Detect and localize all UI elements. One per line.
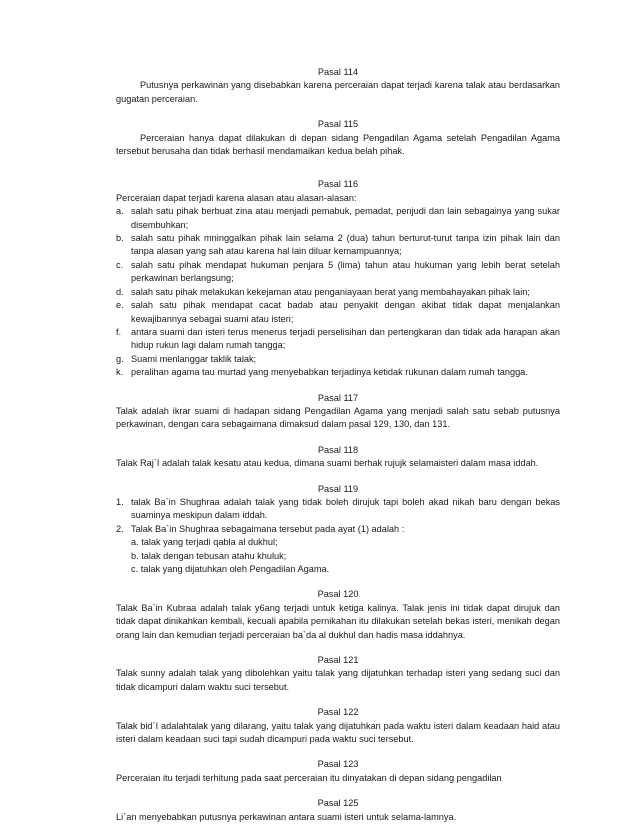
list-item xyxy=(116,205,560,232)
list-text: salah satu pihak melakukan kekejaman atau penganiayaan berat yang membahayakan pihak lain; xyxy=(131,286,530,297)
pasal-122 xyxy=(116,706,560,746)
pasal-123 xyxy=(116,758,560,785)
list-item xyxy=(116,353,560,366)
pasal-title: Pasal 121 xyxy=(317,655,359,666)
pasal-119 xyxy=(116,483,560,577)
pasal-text: Perceraian itu terjadi terhitung pada saat perceraian itu dinyatakan di depan sidang pengadilan xyxy=(116,772,502,783)
pasal-text: Li`an menyebabkan putusnya perkawinan antara suami isteri untuk selama-lamnya. xyxy=(116,811,457,822)
list-text: antara suami dan isteri terus menerus terjadi perselisihan dan pertengkaran dan tidak ada harapan akan hidup rukun lagi dalam rumah tangga; xyxy=(131,326,560,351)
pasal-text: Putusnya perkawinan yang disebabkan karena perceraian dapat terjadi karena talak atau berdasarkan gugatan perceraian. xyxy=(116,80,560,104)
pasal-116 xyxy=(116,178,560,379)
list-text: salah satu pihak mninggalkan pihak lain selama 2 (dua) tahun berturut-turut tanpa izin pihak lain dan tanpa alasan yang sah atau karena hal lain diluar kemampuannya; xyxy=(131,233,560,257)
list-label: a. xyxy=(116,206,124,217)
list-label: g. xyxy=(116,353,124,364)
list-item xyxy=(116,496,560,523)
list-text: peralihan agama tau murtad yang menyebabkan terjadinya ketidak rukunan dalam rumah tangga. xyxy=(131,367,528,378)
pasal-title: Pasal 115 xyxy=(317,119,359,130)
pasal-title: Pasal 125 xyxy=(317,798,359,809)
pasal-120 xyxy=(116,588,560,642)
pasal-125 xyxy=(116,797,560,824)
pasal-text: Talak bid`I adalahtalak yang dilarang, yaitu talak yang dijatuhkan pada waktu isteri dalam keadaan haid atau isteri dalam keadaan suci tapi sudah dicampuri pada waktu suci tersebut. xyxy=(116,720,560,745)
list-item xyxy=(116,259,560,286)
sub-list-item: b. talak dengan tebusan atahu khuluk; xyxy=(131,550,287,561)
list-text: Talak Ba`in Shughraa sebagaimana tersebut pada ayat (1) adalah : xyxy=(131,523,405,534)
pasal-title: Pasal 123 xyxy=(317,759,359,770)
pasal-text: Talak Ba`in Kubraa adalah talak y6ang terjadi untuk ketiga kalinya. Talak jenis ini tidak dapat dirujuk dan tidak dapat dinikahkan kembali, kecuali apabila pernikahan itu dilakukan setelah bekas isteri, menikah degan orang lain dan kemudian terjadi perceraian ba`da al dukhul dan hadis masa iddahnya. xyxy=(116,602,560,640)
pasal-118 xyxy=(116,444,560,471)
list-label: b. xyxy=(116,233,124,244)
pasal-114 xyxy=(116,66,560,106)
list-item xyxy=(116,326,560,353)
list-item xyxy=(116,299,560,326)
list-text: salah satu pihak mendapat cacat badab atau penyakit dengan akibat tidak dapat menjalankan kewajibannya sebagai suami atau isteri; xyxy=(131,300,560,324)
sub-list-item: c. talak yang dijatuhkan oleh Pengadilan Agama. xyxy=(131,564,330,574)
pasal-title: Pasal 120 xyxy=(317,589,359,600)
list-label: k. xyxy=(116,367,124,378)
pasal-title: Pasal 119 xyxy=(317,483,359,494)
pasal-text: Perceraian hanya dapat dilakukan di depan sidang Pengadilan Agama setelah Pengadilan Agama tersebut berusaha dan tidak berhasil mendamaikan kedua belah pihak. xyxy=(116,132,560,157)
list-label: 2. xyxy=(116,523,124,534)
list-text: salah satu pihak berbuat zina atau menjadi pemabuk, pemadat, penjudi dan lain sebagainya yang sukar disembuhkan; xyxy=(131,206,560,230)
list-label: e. xyxy=(116,300,124,311)
pasal-title: Pasal 116 xyxy=(317,179,359,190)
pasal-title: Pasal 117 xyxy=(317,392,359,403)
list-item xyxy=(116,232,560,259)
pasal-text: Talak adalah ikrar suami di hadapan sidang Pengadilan Agama yang menjadi salah satu sebab putusnya perkawinan, dengan cara sebagaimana dimaksud dalam pasal 129, 130, dan 131. xyxy=(116,405,560,430)
pasal-title: Pasal 122 xyxy=(317,707,359,718)
pasal-text: Talak sunny adalah talak yang dibolehkan yaitu talak yang dijatuhkan terhadap isteri yang sedang suci dan tidak dicampuri dalam waktu suci tersebut. xyxy=(116,668,560,692)
list-text: Suami menlanggar taklik talak; xyxy=(131,353,257,364)
list-label: c. xyxy=(116,259,124,270)
list-item xyxy=(116,523,560,536)
pasal-121 xyxy=(116,654,560,694)
list-item xyxy=(116,366,560,379)
list-text: talak Ba`in Shughraa adalah talak yang tidak boleh dirujuk tapi boleh akad nikah baru dengan bekas suaminya meskipun dalam iddah. xyxy=(131,496,560,521)
list-label: 1. xyxy=(116,496,124,507)
list-item xyxy=(116,286,560,299)
pasal-117 xyxy=(116,392,560,432)
pasal-title: Pasal 114 xyxy=(317,67,359,77)
list-text: salah satu pihak mendapat hukuman penjara 5 (lima) tahun atau hukuman yang lebih berat setelah perkawinan berlangsung; xyxy=(131,259,560,284)
pasal-intro: Perceraian dapat terjadi karena alasan atau alasan-alasan: xyxy=(116,192,357,203)
list-label: f. xyxy=(116,326,122,337)
pasal-115 xyxy=(116,118,560,158)
pasal-text: Talak Raj`I adalah talak kesatu atau kedua, dimana suami berhak rujujk selamaisteri dalam masa iddah. xyxy=(116,458,539,469)
list-label: d. xyxy=(116,286,124,297)
pasal-title: Pasal 118 xyxy=(317,444,359,455)
sub-list-item: a. talak yang terjadi qabla al dukhul; xyxy=(131,537,278,548)
